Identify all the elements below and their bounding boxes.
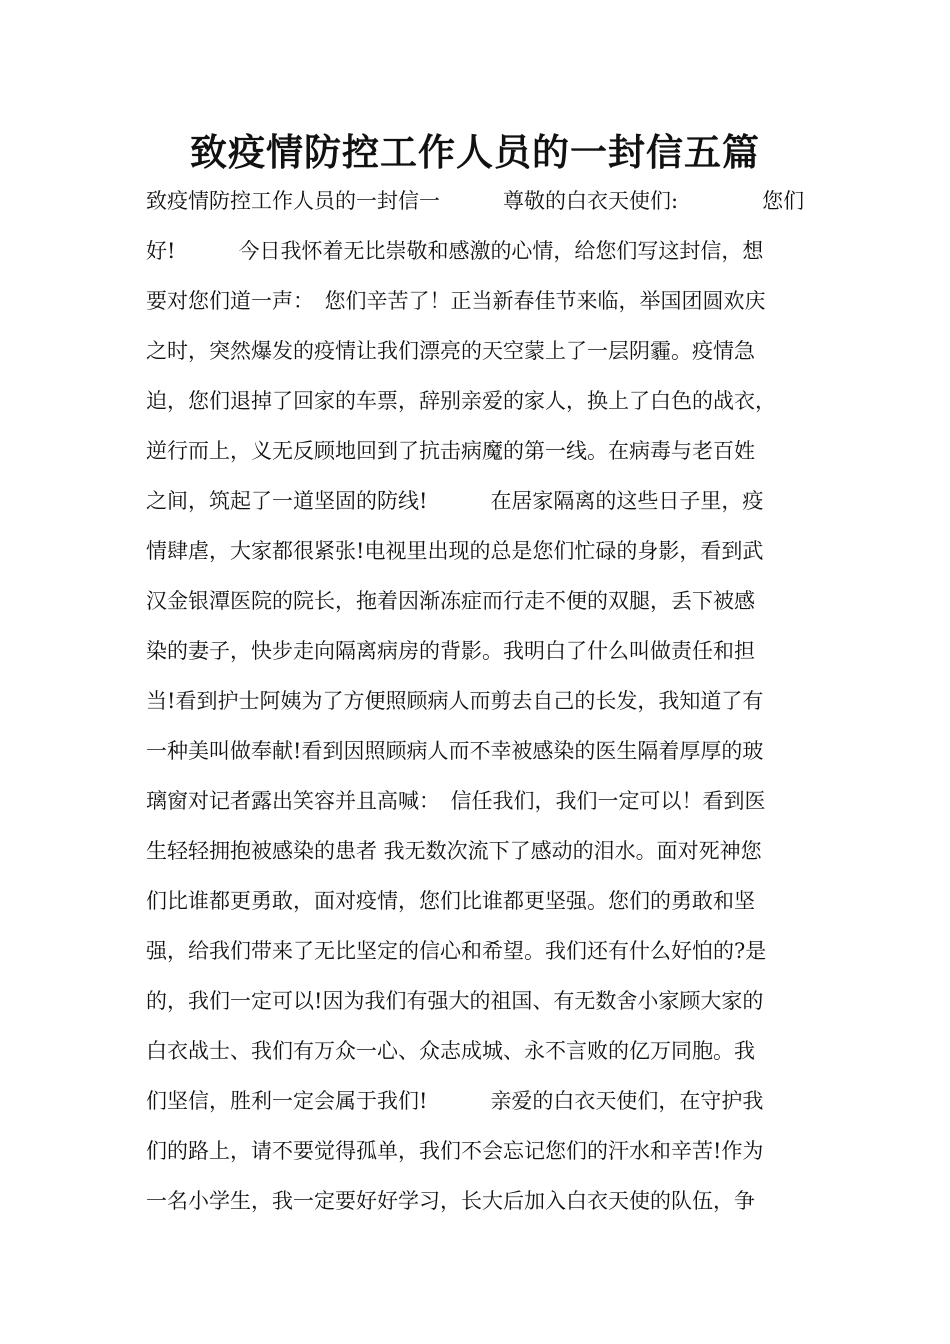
- body-line: 们比谁都更勇敢，面对疫情，您们比谁都更坚强。您们的勇敢和坚: [146, 889, 755, 913]
- document-body: [146, 176, 826, 1226]
- body-line: 们的路上，请不要觉得孤单，我们不会忘记您们的汗水和辛苦!作为: [146, 1139, 764, 1163]
- document-title: 致疫情防控工作人员的一封信五篇: [190, 131, 760, 174]
- body-line: 的，我们一定可以!因为我们有强大的祖国、有无数舍小家顾大家的: [146, 989, 764, 1013]
- body-line: 璃窗对记者露出笑容并且高喊： 信任我们，我们一定可以！看到医: [146, 789, 766, 813]
- body-line: 要对您们道一声： 您们辛苦了！正当新春佳节来临，举国团圆欢庆: [146, 289, 766, 313]
- body-line: 一种美叫做奉献!看到因照顾病人而不幸被感染的医生隔着厚厚的玻: [146, 739, 764, 763]
- body-line: 一名小学生，我一定要好好学习，长大后加入白衣天使的队伍，争: [146, 1189, 755, 1213]
- body-line: 好! 今日我怀着无比崇敬和感激的心情，给您们写这封信，想: [146, 239, 764, 263]
- body-line: 情肆虐，大家都很紧张!电视里出现的总是您们忙碌的身影，看到武: [146, 539, 764, 563]
- body-line: 们坚信，胜利一定会属于我们! 亲爱的白衣天使们，在守护我: [146, 1089, 764, 1113]
- body-line: 当!看到护士阿姨为了方便照顾病人而剪去自己的长发，我知道了有: [146, 689, 764, 713]
- body-line: 生轻轻拥抱被感染的患者 我无数次流下了感动的泪水。面对死神您: [146, 839, 762, 863]
- body-line: 逆行而上，义无反顾地回到了抗击病魔的第一线。在病毒与老百姓: [146, 439, 755, 463]
- body-line: 之时，突然爆发的疫情让我们漂亮的天空蒙上了一层阴霾。疫情急: [146, 339, 755, 363]
- body-line: 之间，筑起了一道坚固的防线! 在居家隔离的这些日子里，疫: [146, 489, 764, 513]
- body-line: 染的妻子，快步走向隔离病房的背影。我明白了什么叫做责任和担: [146, 639, 755, 663]
- body-line: 强，给我们带来了无比坚定的信心和希望。我们还有什么好怕的?是: [146, 939, 767, 963]
- body-line: 致疫情防控工作人员的一封信一 尊敬的白衣天使们: 您们: [146, 189, 805, 213]
- body-line: 汉金银潭医院的院长，拖着因渐冻症而行走不便的双腿，丢下被感: [146, 589, 755, 613]
- body-line: 迫，您们退掉了回家的车票，辞别亲爱的家人，换上了白色的战衣，: [146, 389, 776, 413]
- body-line: 白衣战士、我们有万众一心、众志成城、永不言败的亿万同胞。我: [146, 1039, 755, 1063]
